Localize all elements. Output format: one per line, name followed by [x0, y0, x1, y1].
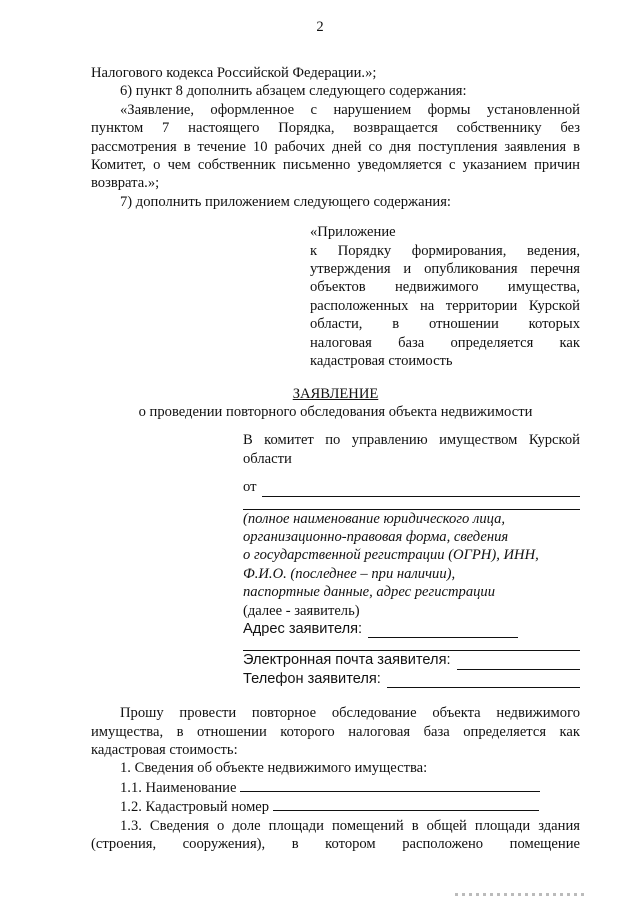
appendix-line-7: кадастровая стоимость — [310, 353, 453, 370]
scan-artifact — [455, 893, 585, 896]
hint-line-1: (полное наименование юридического лица, — [243, 510, 506, 527]
addressee-block — [243, 431, 580, 688]
appendix-line-1: к Порядку формирования, ведения, — [310, 242, 580, 259]
phone-field[interactable] — [243, 670, 580, 688]
hint-line-3: о государственной регистрации (ОГРН), ИНН, — [243, 547, 539, 564]
hint-line-2: организационно-правовая форма, сведения — [243, 528, 509, 545]
section-1-3-line-1: 1.3. Сведения о доле площади помещений в общей площади здания — [120, 817, 580, 834]
request-block — [91, 704, 580, 853]
appendix-line-4: расположенных на территории Курской — [310, 297, 580, 314]
name-input-line[interactable] — [240, 778, 540, 792]
section-1-3-line-2: (строения, сооружения), в котором расположено помещение — [91, 836, 580, 853]
quote-line-4: Комитет, о чем собственник письменно уведомляется с указанием причин — [91, 157, 580, 174]
appendix-line-6: налоговая база определяется как — [310, 334, 580, 351]
appendix-line-5: области, в отношении которых — [310, 316, 580, 333]
intro-line-tail: Налогового кодекса Российской Федерации.»; — [91, 65, 377, 81]
statement-subtitle: о проведении повторного обследования объекта недвижимости — [138, 403, 533, 420]
address-label: Адрес заявителя: — [243, 620, 363, 637]
section-1: 1. Сведения об объекте недвижимого имущества: — [120, 760, 428, 777]
item-6: 6) пункт 8 дополнить абзацем следующего содержания: — [120, 83, 467, 100]
quote-line-1: «Заявление, оформленное с нарушением формы установленной — [120, 101, 580, 118]
from-field[interactable] — [243, 478, 580, 496]
hint-line-5: паспортные данные, адрес регистрации — [243, 584, 496, 601]
appendix-line-2: утверждения и опубликования перечня — [310, 261, 580, 278]
statement-title: ЗАЯВЛЕНИЕ — [292, 385, 379, 402]
section-1-1 — [91, 778, 580, 797]
quote-line-2: пунктом 7 настоящего Порядка, возвращается собственнику без — [91, 120, 580, 137]
section-1-1-label: 1.1. Наименование — [120, 779, 237, 796]
email-label: Электронная почта заявителя: — [243, 652, 451, 669]
from-label: от — [243, 479, 257, 496]
request-line-3: кадастровая стоимость: — [91, 742, 238, 758]
address-input-line-2[interactable] — [243, 638, 580, 651]
page-number: 2 — [316, 19, 324, 35]
item-7: 7) дополнить приложением следующего содержания: — [120, 193, 451, 210]
from-input-line-2[interactable] — [243, 497, 580, 510]
quote-line-3: рассмотрения в течение 10 рабочих дней со дня поступления заявления в — [91, 138, 580, 155]
main-text — [91, 64, 580, 853]
email-input-line[interactable] — [457, 656, 580, 670]
phone-label: Телефон заявителя: — [243, 670, 381, 687]
address-input-line[interactable] — [368, 624, 518, 638]
applicant-note: (далее - заявитель) — [243, 602, 360, 619]
from-input-line[interactable] — [262, 483, 580, 497]
phone-input-line[interactable] — [387, 674, 580, 688]
addressee-line-1: В комитет по управлению имуществом Курской — [243, 432, 580, 449]
appendix-line-3: объектов недвижимого имущества, — [310, 279, 580, 296]
request-line-1: Прошу провести повторное обследование объекта недвижимого — [120, 705, 580, 722]
email-field[interactable] — [243, 651, 580, 669]
addressee-line-2: области — [243, 450, 292, 467]
appendix-heading: «Приложение — [310, 224, 396, 241]
section-1-2-label: 1.2. Кадастровый номер — [120, 799, 270, 816]
cadastral-number-input-line[interactable] — [273, 797, 539, 811]
hint-line-4: Ф.И.О. (последнее – при наличии), — [243, 565, 456, 582]
request-line-2: имущества, в отношении которого налоговая база определяется как — [91, 723, 580, 740]
section-1-2 — [91, 797, 580, 816]
address-field[interactable] — [243, 620, 580, 638]
quote-line-5: возврата.»; — [91, 175, 160, 192]
appendix-block — [310, 223, 580, 370]
